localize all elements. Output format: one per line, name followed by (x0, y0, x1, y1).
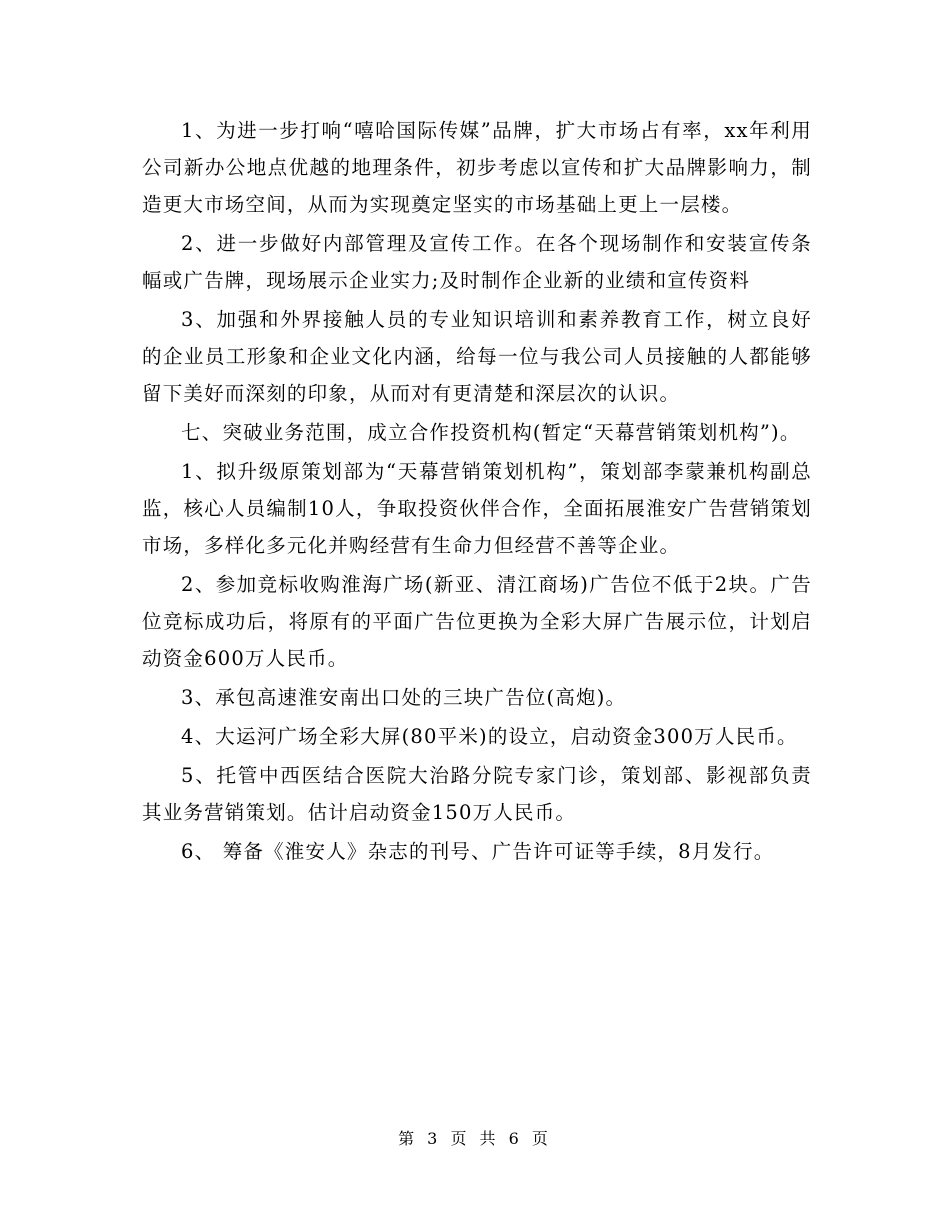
paragraph-9: 6、 筹备《淮安人》杂志的刊号、广告许可证等手续，8月发行。 (181, 840, 775, 863)
paragraph-1: 1、为进一步打响“嘻哈国际传媒”品牌，扩大市场占有率，xx年利用公司新办公地点优越的地理条件，初步考虑以宣传和扩大品牌影响力，制造更大市场空间，从而为实现奠定坚实的市场基础上更上一层楼。 (142, 119, 812, 216)
section-heading-7: 七、突破业务范围，成立合作投资机构(暂定“天幕营销策划机构”)。 (181, 421, 801, 444)
paragraph-7: 4、大运河广场全彩大屏(80平米)的设立，启动资金300万人民币。 (181, 725, 798, 748)
document-body (142, 112, 812, 872)
page-number-footer: 第 3 页 共 6 页 (398, 1129, 552, 1148)
paragraph-3: 3、加强和外界接触人员的专业知识培训和素养教育工作，树立良好的企业员工形象和企业文化内涵，给每一位与我公司人员接触的人都能够留下美好而深刻的印象，从而对有更清楚和深层次的认识。 (142, 308, 812, 405)
paragraph-6: 3、承包高速淮安南出口处的三块广告位(高炮)。 (181, 686, 627, 709)
paragraph-4: 1、拟升级原策划部为“天幕营销策划机构”，策划部李蒙兼机构副总监，核心人员编制10人，争取投资伙伴合作，全面拓展淮安广告营销策划市场，多样化多元化并购经营有生命力但经营不善等企业。 (142, 460, 812, 557)
paragraph-8: 5、托管中西医结合医院大治路分院专家门诊，策划部、影视部负责其业务营销策划。估计启动资金150万人民币。 (142, 764, 812, 824)
paragraph-2: 2、进一步做好内部管理及宣传工作。在各个现场制作和安装宣传条幅或广告牌，现场展示企业实力;及时制作企业新的业绩和宣传资料 (142, 232, 812, 292)
paragraph-5: 2、参加竞标收购淮海广场(新亚、清江商场)广告位不低于2块。广告位竞标成功后，将原有的平面广告位更换为全彩大屏广告展示位，计划启动资金600万人民币。 (142, 573, 812, 670)
